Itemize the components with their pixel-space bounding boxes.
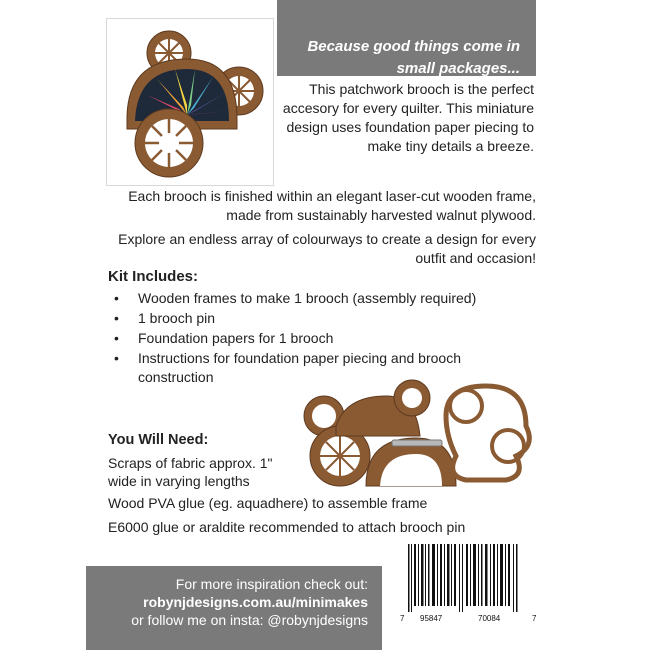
instagram-line: or follow me on insta: @robynjdesigns	[131, 612, 368, 628]
intro-paragraph: This patchwork brooch is the perfect accesory for every quilter. This miniature design uses foundation paper piecing to make tiny details a breeze.	[282, 81, 534, 154]
kit-item-text: 1 brooch pin	[138, 310, 216, 326]
tagline-line-1: Because good things come in	[307, 38, 520, 55]
kit-includes-list	[108, 289, 528, 388]
need-item-e6000-glue: E6000 glue or araldite recommended to attach brooch pin	[108, 519, 466, 535]
colourways-paragraph: Explore an endless array of colourways to create a design for every outfit and occasion!	[118, 231, 536, 266]
footer-banner	[86, 566, 382, 650]
barcode-group-1: 95847	[420, 614, 443, 623]
kit-item-text: Foundation papers for 1 brooch	[138, 330, 334, 346]
website-link[interactable]: robynjdesigns.com.au/minimakes	[143, 594, 368, 610]
need-item-pva-glue: Wood PVA glue (eg. aquadhere) to assemble frame	[108, 495, 428, 511]
bullet: •	[114, 290, 119, 306]
list-item	[108, 329, 528, 348]
bullet: •	[114, 330, 119, 346]
barcode	[398, 544, 537, 628]
bullet: •	[114, 350, 119, 366]
you-will-need-heading: You Will Need:	[108, 432, 209, 448]
barcode-bars	[398, 544, 534, 614]
brooch-photo	[106, 18, 274, 186]
kit-item-text: Instructions for foundation paper piecing and brooch construction	[138, 350, 461, 385]
bullet: •	[114, 310, 119, 326]
barcode-digit-right: 7	[532, 614, 537, 623]
frame-paragraph: Each brooch is finished within an elegant laser-cut wooden frame, made from sustainably harvested walnut plywood.	[128, 188, 536, 223]
barcode-group-2: 70084	[478, 614, 501, 623]
footer-line-1: For more inspiration check out:	[175, 576, 368, 592]
tagline-banner	[277, 0, 536, 76]
brooch-parts-image	[296, 376, 536, 496]
list-item	[108, 309, 528, 328]
barcode-digit-left: 7	[400, 614, 405, 623]
need-item-fabric: Scraps of fabric approx. 1" wide in varying lengths	[108, 455, 273, 489]
tagline-line-2: small packages...	[396, 60, 520, 77]
list-item	[108, 289, 528, 308]
assembled-brooch-image	[107, 19, 273, 185]
brooch-parts-photo	[296, 376, 536, 496]
kit-includes-heading: Kit Includes:	[108, 268, 199, 285]
kit-item-text: Wooden frames to make 1 brooch (assembly required)	[138, 290, 477, 306]
